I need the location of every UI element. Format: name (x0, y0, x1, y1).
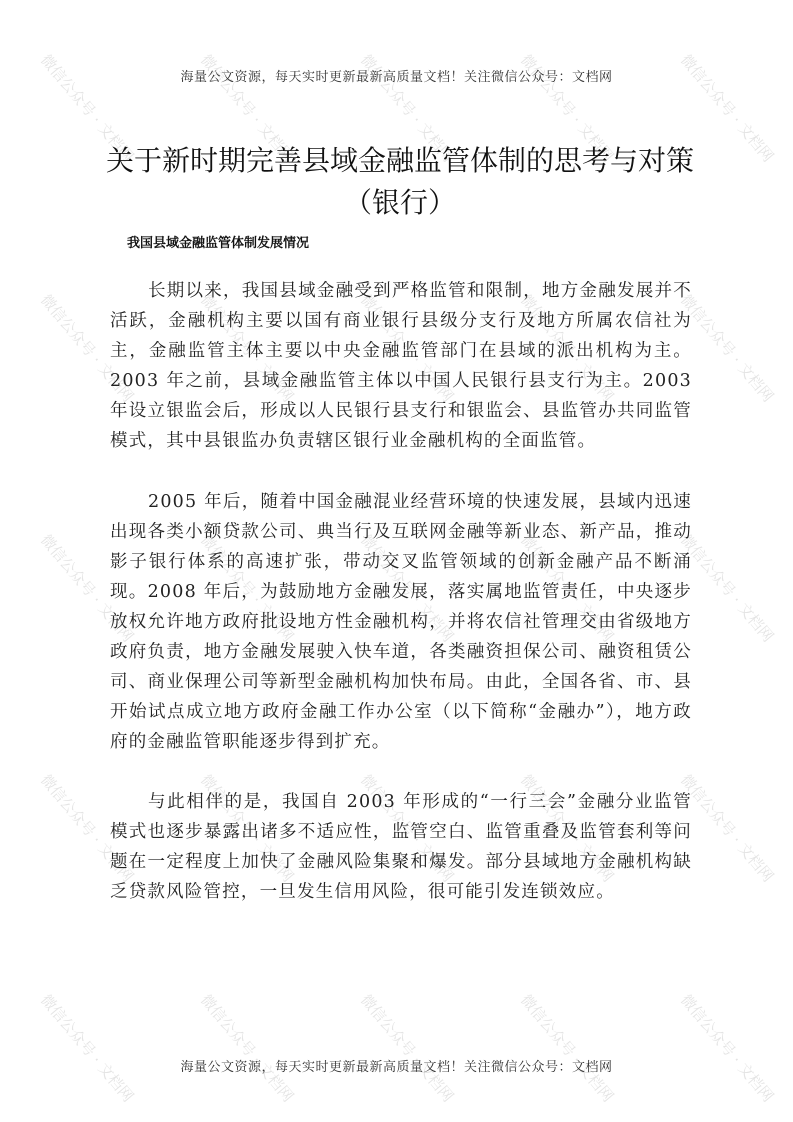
watermark-text: 微信公众号 · 文档网 (36, 531, 138, 646)
body-paragraph-3: 与此相伴的是，我国自 2003 年形成的“一行三会”金融分业监管模式也逐步暴露出诸多不适应性，监管空白、监管重叠及监管套利等问题在一定程度上加快了金融风险集聚和爆发。部分县域地方金融机构缺乏贷款风险管控，一旦发生信用风险，很可能引发连锁效应。 (110, 792, 692, 902)
watermark-text: 微信公众号 · 文档网 (196, 531, 298, 646)
body-paragraph-1: 长期以来，我国县域金融受到严格监管和限制，地方金融发展并不活跃，金融机构主要以国有商业银行县级分支行及地方所属农信社为主，金融监管主体主要以中央金融监管部门在县域的派出机构为主。2003 年之前，县域金融监管主体以中国人民银行县支行为主。2003 年设立银监会后，形成以人民银行县支行和银监会、县监管办共同监管模式，其中县银监办负责辖区银行业金融机构的全面监管。 (110, 281, 692, 451)
watermark-text: 微信公众号 · 文档网 (36, 291, 138, 406)
watermark-text: 微信公众号 · 文档网 (36, 771, 138, 886)
watermark-text: 微信公众号 · 文档网 (676, 291, 778, 406)
watermark-text: 微信公众号 · 文档网 (676, 991, 778, 1106)
body-paragraph-2: 2005 年后，随着中国金融混业经营环境的快速发展，县域内迅速出现各类小额贷款公司、典当行及互联网金融等新业态、新产品，推动影子银行体系的高速扩张，带动交叉监管领域的创新金融产品不断涌现。2008 年后，为鼓励地方金融发展，落实属地监管责任，中央逐步放权允许地方政府批设地方性金融机构，并将农信社管理交由省级地方政府负责，地方金融发展驶入快车道，各类融资担保公司、融资租赁公司、商业保理公司等新型金融机构加快布局。由此，全国各省、市、县开始试点成立地方政府金融工作办公室（以下简称“金融办”），地方政府的金融监管职能逐步得到扩充。 (110, 492, 692, 752)
watermark-text: 微信公众号 · 文档网 (516, 291, 618, 406)
watermark-text: 微信公众号 · 文档网 (356, 531, 458, 646)
watermark-text: 微信公众号 · 文档网 (676, 51, 778, 166)
watermark-text: 微信公众号 · 文档网 (356, 991, 458, 1106)
watermark-text: 微信公众号 · 文档网 (356, 291, 458, 406)
watermark-text: 微信公众号 · 文档网 (676, 531, 778, 646)
section-heading: 我国县域金融监管体制发展情况 (127, 236, 310, 251)
watermark-text: 微信公众号 · 文档网 (516, 771, 618, 886)
watermark-text: 微信公众号 · 文档网 (516, 531, 618, 646)
watermark-text: 微信公众号 · 文档网 (196, 291, 298, 406)
page-header-banner: 海量公文资源，每天实时更新最新高质量文档！关注微信公众号：文档网 (180, 70, 613, 85)
watermark-text: 微信公众号 · 文档网 (36, 991, 138, 1106)
watermark-text: 微信公众号 · 文档网 (196, 991, 298, 1106)
watermark-text: 微信公众号 · 文档网 (356, 51, 458, 166)
page-footer-banner: 海量公文资源，每天实时更新最新高质量文档！关注微信公众号：文档网 (180, 1060, 613, 1075)
watermark-text: 微信公众号 · 文档网 (36, 51, 138, 166)
document-title: 关于新时期完善县域金融监管体制的思考与对策（银行） (105, 144, 694, 219)
watermark-text: 微信公众号 · 文档网 (516, 991, 618, 1106)
watermark-text: 微信公众号 · 文档网 (196, 771, 298, 886)
watermark-text: 微信公众号 · 文档网 (676, 771, 778, 886)
watermark-text: 微信公众号 · 文档网 (196, 51, 298, 166)
watermark-text: 微信公众号 · 文档网 (356, 771, 458, 886)
watermark-text: 微信公众号 · 文档网 (516, 51, 618, 166)
